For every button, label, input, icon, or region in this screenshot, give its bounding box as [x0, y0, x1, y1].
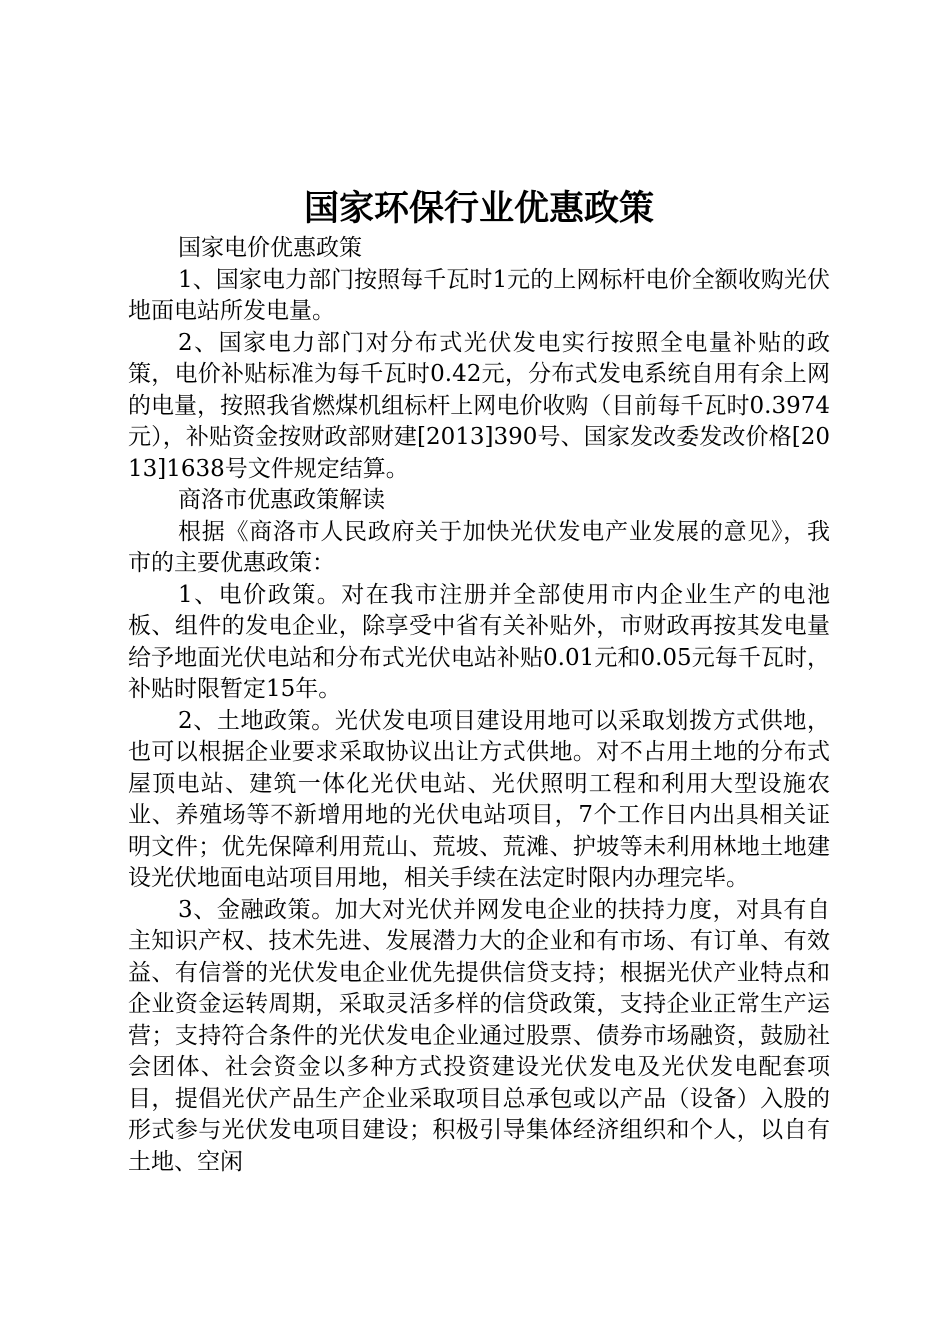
document-title: 国家环保行业优惠政策: [303, 188, 654, 229]
document-body: [128, 233, 830, 1178]
section-heading-national-price: 国家电价优惠政策: [178, 235, 362, 261]
paragraph-national-item-2: 2、国家电力部门对分布式光伏发电实行按照全电量补贴的政策，电价补贴标准为每千瓦时0.42元，分布式发电系统自用有余上网的电量，按照我省燃煤机组标杆上网电价收购（目前每千瓦时0.3974元），补贴资金按财政部财建[2013]390号、国家发改委发改价格[2013]1638号文件规定结算。: [128, 329, 830, 482]
paragraph-land-policy: 2、土地政策。光伏发电项目建设用地可以采取划拨方式供地，也可以根据企业要求采取协议出让方式供地。对不占用土地的分布式屋顶电站、建筑一体化光伏电站、光伏照明工程和利用大型设施农业、养殖场等不新增用地的光伏电站项目，7个工作日内出具相关证明文件；优先保障利用荒山、荒坡、荒滩、护坡等未利用林地土地建设光伏地面电站项目用地，相关手续在法定时限内办理完毕。: [128, 707, 830, 891]
paragraph-price-policy: 1、电价政策。对在我市注册并全部使用市内企业生产的电池板、组件的发电企业，除享受中省有关补贴外，市财政再按其发电量给予地面光伏电站和分布式光伏电站补贴0.01元和0.05元每千瓦时，补贴时限暂定15年。: [128, 581, 830, 702]
section-heading-shangluo: 商洛市优惠政策解读: [178, 487, 385, 513]
paragraph-shangluo-intro: 根据《商洛市人民政府关于加快光伏发电产业发展的意见》，我市的主要优惠政策：: [128, 518, 830, 576]
document-page: [128, 0, 830, 1344]
paragraph-national-item-1: 1、国家电力部门按照每千瓦时1元的上网标杆电价全额收购光伏地面电站所发电量。: [128, 266, 830, 324]
paragraph-finance-policy: 3、金融政策。加大对光伏并网发电企业的扶持力度，对具有自主知识产权、技术先进、发展潜力大的企业和有市场、有订单、有效益、有信誉的光伏发电企业优先提供信贷支持；根据光伏产业特点和企业资金运转周期，采取灵活多样的信贷政策，支持企业正常生产运营；支持符合条件的光伏发电企业通过股票、债券市场融资，鼓励社会团体、社会资金以多种方式投资建设光伏发电及光伏发电配套项目，提倡光伏产品生产企业采取项目总承包或以产品（设备）入股的形式参与光伏发电项目建设；积极引导集体经济组织和个人，以自有土地、空闲: [128, 896, 830, 1175]
